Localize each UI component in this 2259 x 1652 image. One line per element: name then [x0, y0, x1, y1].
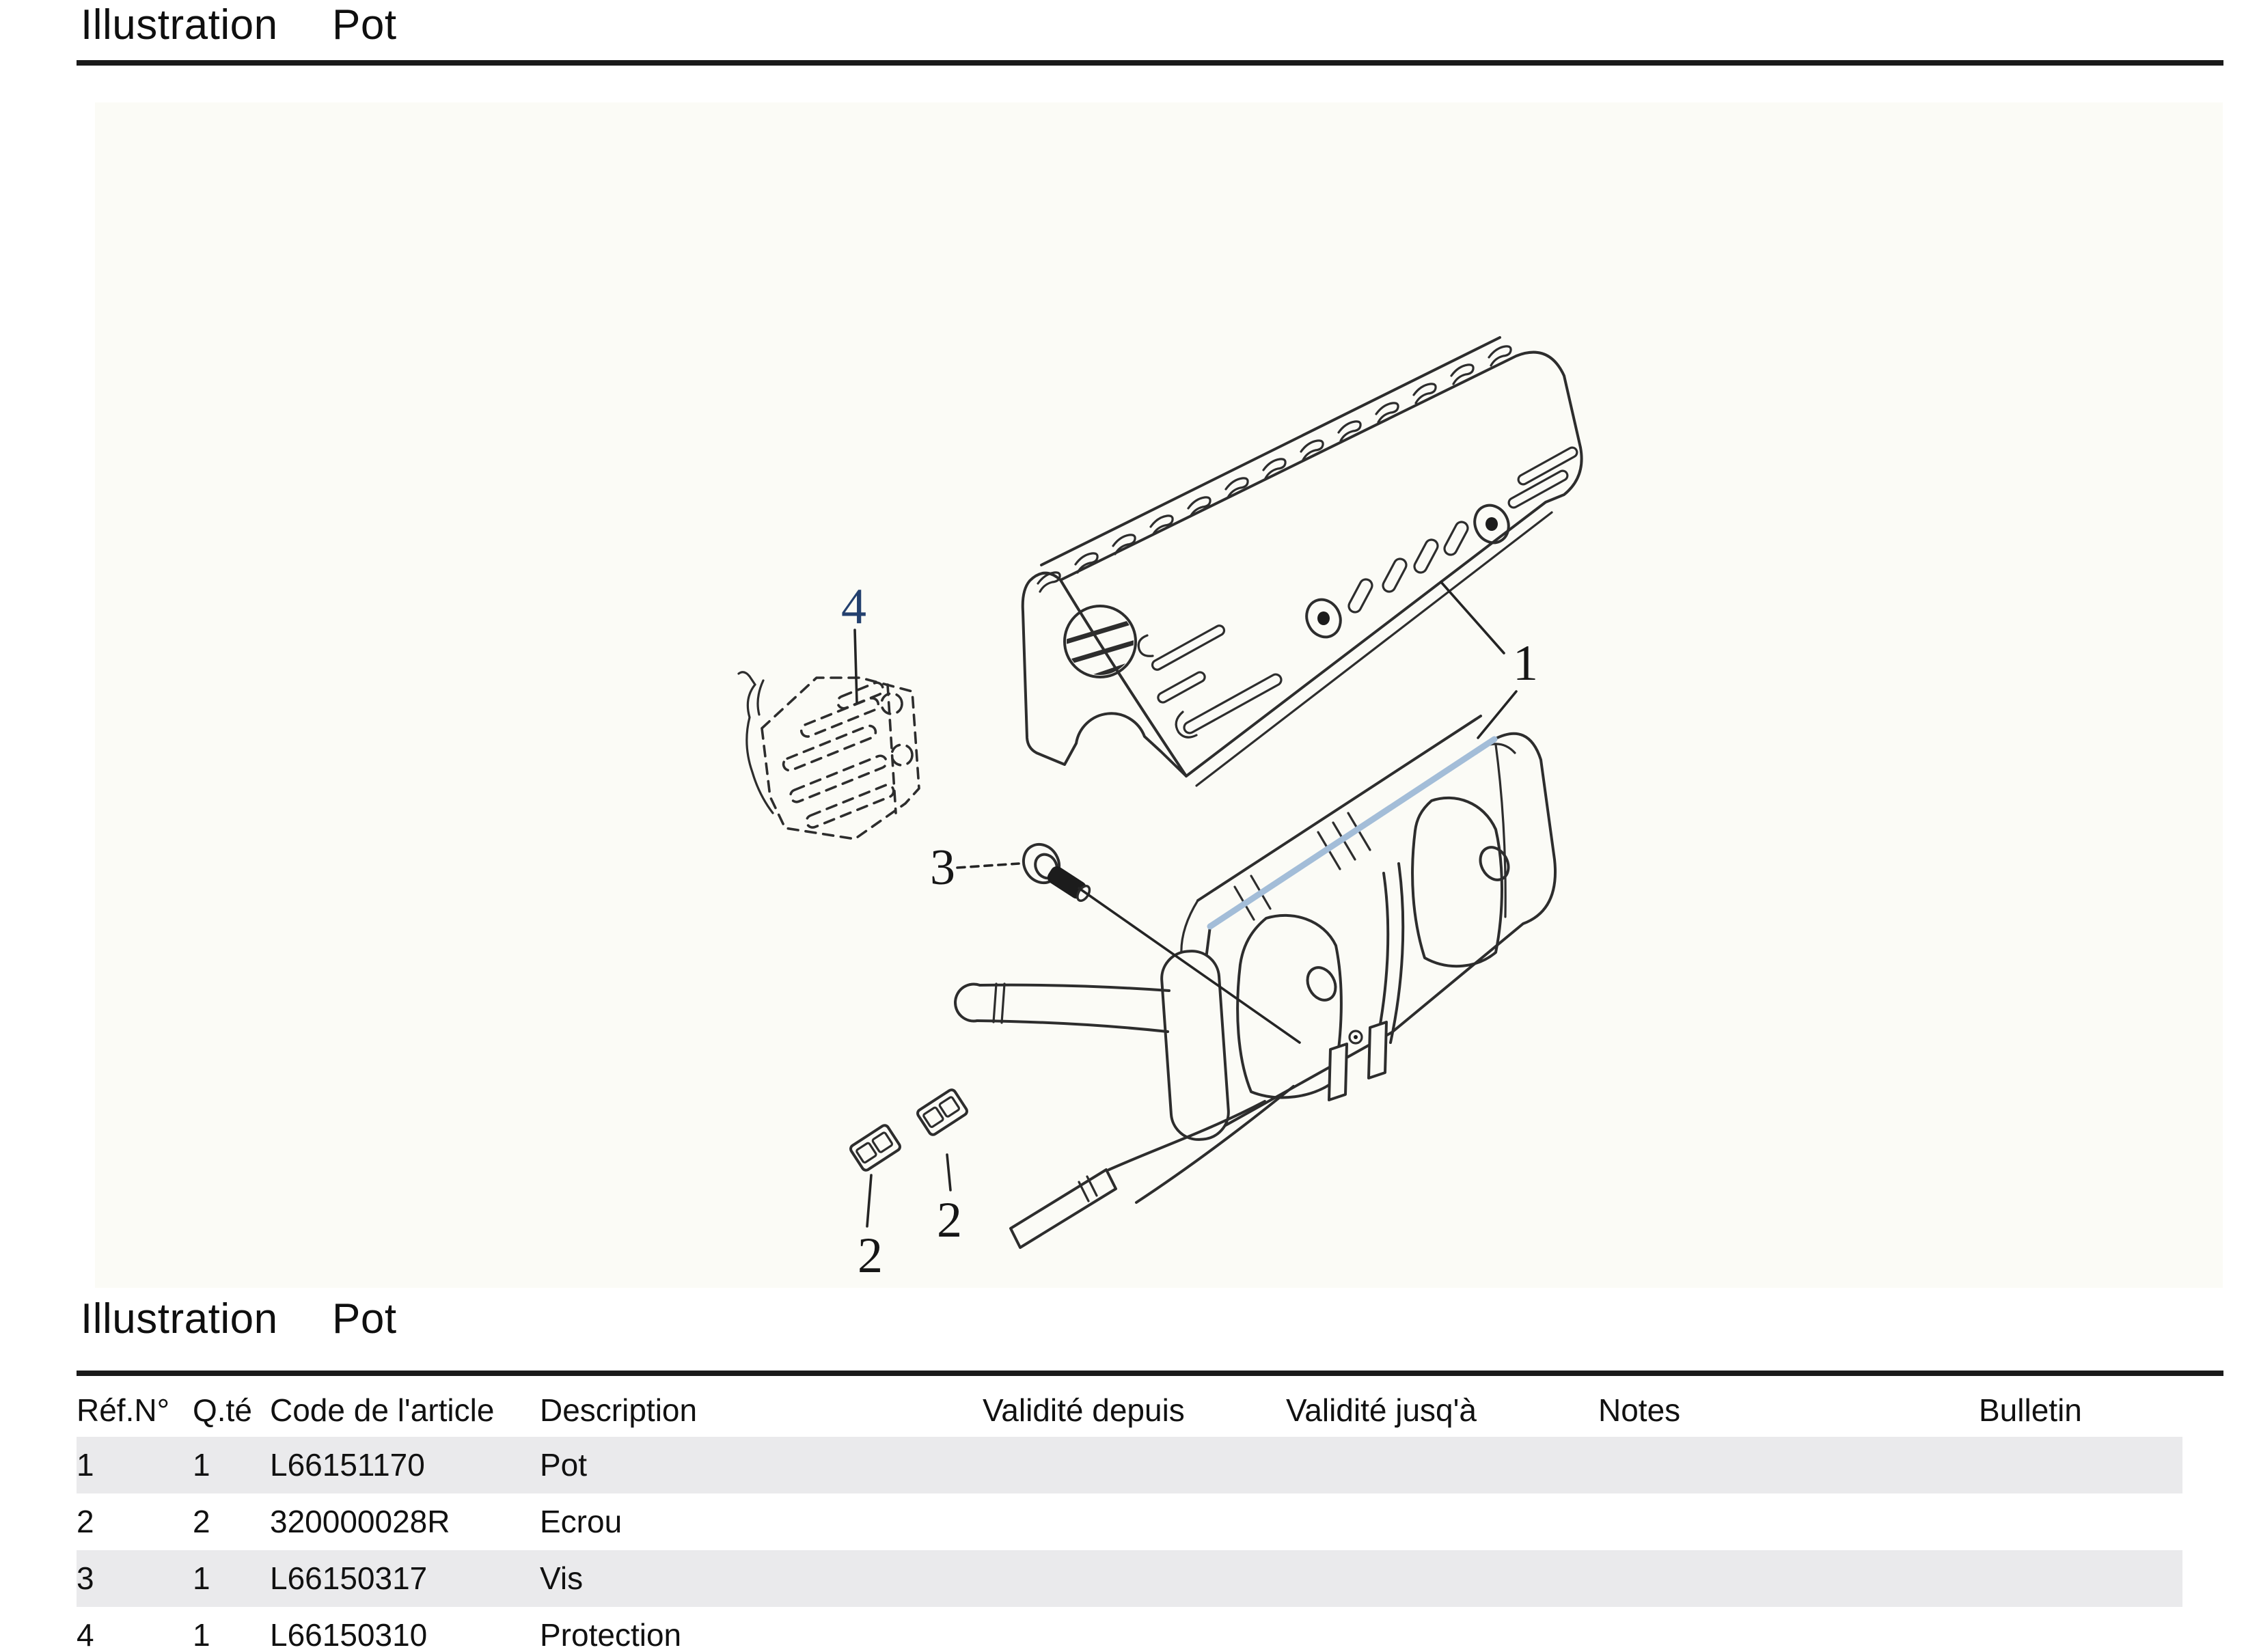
exploded-diagram-svg: [95, 102, 2223, 1288]
nut-drawing-2: [916, 1088, 969, 1136]
cell-ref: 3: [77, 1560, 94, 1596]
nut-drawing-1: [849, 1124, 902, 1172]
cell-qty: 2: [193, 1504, 210, 1539]
cell-code: L66151170: [270, 1447, 425, 1483]
callout-2b[interactable]: 2: [937, 1192, 962, 1248]
muffler-cover-drawing: [1023, 338, 1582, 786]
page-title: Illustration Pot: [81, 1, 397, 49]
cell-qty: 1: [193, 1447, 210, 1483]
table-row[interactable]: [77, 1550, 2182, 1607]
cell-description: Protection: [540, 1617, 682, 1652]
cell-code: 320000028R: [270, 1504, 450, 1539]
cell-ref: 4: [77, 1617, 94, 1652]
col-header-ref: Réf.N°: [77, 1392, 169, 1428]
col-header-description: Description: [540, 1392, 698, 1428]
col-header-valid-from: Validité depuis: [983, 1392, 1185, 1428]
section-title: Illustration Pot: [81, 1295, 397, 1343]
col-header-bulletin: Bulletin: [1979, 1392, 2082, 1428]
callout-4[interactable]: 4: [841, 579, 866, 635]
cell-qty: 1: [193, 1617, 210, 1652]
parts-table-header: [77, 1388, 2182, 1432]
muffler-body-drawing: [955, 716, 1555, 1248]
cell-description: Pot: [540, 1447, 588, 1483]
cell-ref: 2: [77, 1504, 94, 1539]
title-divider: [77, 60, 2223, 66]
cell-description: Ecrou: [540, 1504, 622, 1539]
cell-code: L66150317: [270, 1560, 428, 1596]
col-header-valid-to: Validité jusq'à: [1286, 1392, 1477, 1428]
cell-ref: 1: [77, 1447, 94, 1483]
cell-description: Vis: [540, 1560, 584, 1596]
parts-table: [77, 1437, 2182, 1652]
col-header-code: Code de l'article: [270, 1392, 495, 1428]
cell-qty: 1: [193, 1560, 210, 1596]
col-header-notes: Notes: [1598, 1392, 1681, 1428]
callout-1[interactable]: 1: [1513, 635, 1538, 691]
section-divider: [77, 1371, 2223, 1376]
table-row[interactable]: [77, 1437, 2182, 1493]
table-row[interactable]: [77, 1607, 2182, 1652]
col-header-qty: Q.té: [193, 1392, 252, 1428]
cell-code: L66150310: [270, 1617, 428, 1652]
exploded-diagram: [95, 102, 2223, 1288]
callout-3[interactable]: 3: [930, 840, 955, 896]
heat-shield-drawing: [739, 672, 919, 839]
screw-drawing: [1017, 838, 1093, 903]
callout-2a[interactable]: 2: [858, 1228, 883, 1284]
inlet-pipe: [955, 984, 1169, 1032]
table-row[interactable]: [77, 1493, 2182, 1550]
